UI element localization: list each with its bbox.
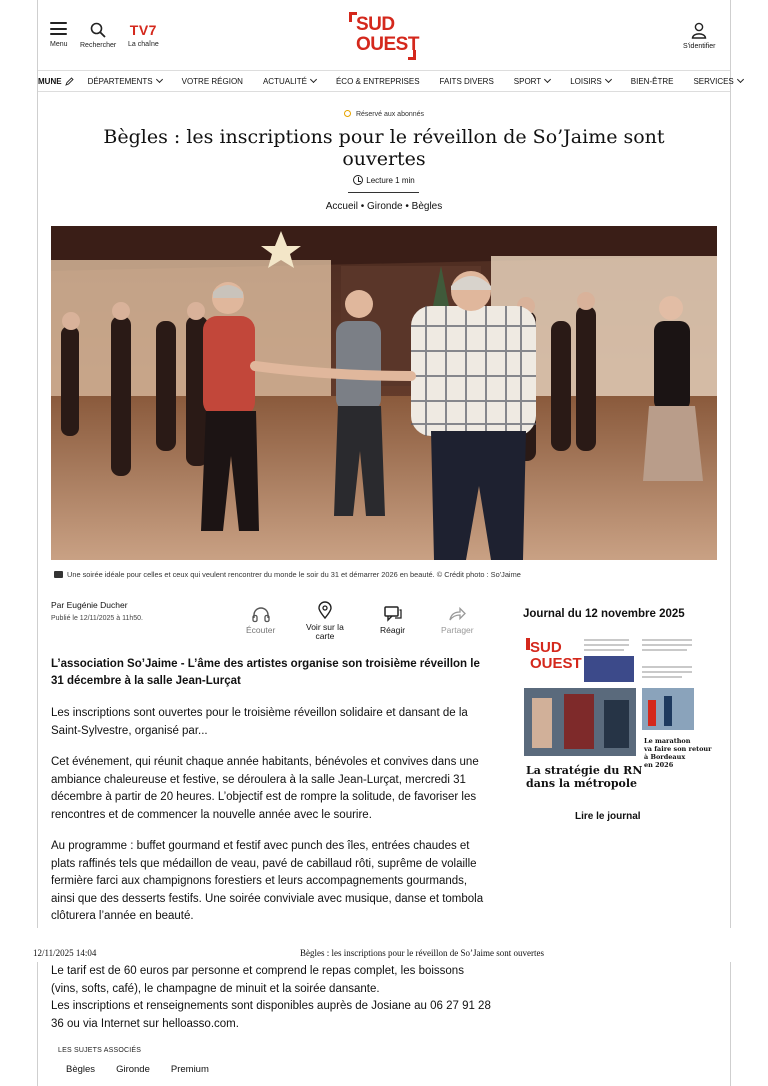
user-icon (691, 22, 707, 39)
article-lead: L’association So’Jaime - L’âme des artistes organise son troisième réveillon le 31 décembre à la salle Jean-Lurçat (51, 658, 480, 687)
tv7-logo: TV7 (129, 22, 157, 38)
cover-side-headline-4: en 2026 (644, 761, 674, 769)
reading-time (0, 175, 768, 185)
nav-item-label: ACTUALITÉ (262, 76, 307, 86)
nav-item-eco[interactable] (336, 77, 420, 86)
chevron-down-icon (156, 76, 163, 83)
cover-headline-2: dans la métropole (526, 777, 638, 790)
search-label: Rechercher (80, 42, 117, 49)
listen-button[interactable] (246, 606, 275, 635)
main-nav (38, 70, 734, 92)
print-page-title: Bègles : les inscriptions pour le réveillon de So’Jaime sont ouvertes (300, 948, 544, 958)
dance-hall-illustration (51, 226, 717, 560)
tv7-link[interactable] (128, 22, 159, 48)
article-paragraph: Cet événement, qui réunit chaque année habitants, bénévoles et convives dans une ambiance chaleureuse et festive, se déroulera à la salle Jean-Lurçat, mercredi 31 décembre à partir de 20 heures. L’objectif est de rompre la solitude, de favoriser les rencontres et de commencer la nouvelle année avec le sourire. (51, 756, 479, 821)
topic-tag[interactable]: Premium (170, 1064, 209, 1075)
nav-item-label: VOTRE RÉGION (181, 76, 243, 86)
article-paragraph: Les inscriptions et renseignements sont disponibles auprès de Josiane au 06 27 91 28 36 ou via Internet sur helloasso.com. (51, 1000, 491, 1030)
logo-line-2: OUEST (356, 34, 419, 55)
author: Par Eugénie Ducher (51, 600, 128, 610)
article-paragraph: Les inscriptions sont ouvertes pour le troisième réveillon solidaire et dansant de la Saint-Sylvestre, organisé par... (51, 707, 468, 737)
nav-item-label: SPORT (513, 76, 542, 86)
subscriber-badge (0, 110, 768, 118)
nav-item-label: LOISIRS (570, 76, 602, 86)
newspaper-cover-illustration (524, 636, 712, 790)
photo-caption (54, 570, 521, 579)
topic-tag[interactable]: Bègles (66, 1064, 96, 1075)
logo-bracket (408, 50, 416, 60)
article-photo[interactable] (51, 226, 717, 560)
print-datetime: 12/11/2025 14:04 (33, 948, 97, 958)
article-paragraph: Le tarif est de 60 euros par personne et comprend le repas complet, les boissons (vins, softs, café), le champagne de minuit et la soirée dansante. (51, 965, 464, 995)
chevron-down-icon (605, 76, 612, 83)
listen-label: Écouter (246, 625, 276, 635)
share-label: Partager (441, 625, 474, 635)
topic-tag[interactable]: Gironde (116, 1064, 150, 1075)
cover-headline-1: La stratégie du RN (526, 764, 643, 777)
share-button[interactable] (441, 606, 474, 635)
chevron-down-icon (544, 76, 551, 83)
camera-icon (54, 571, 63, 578)
sud-ouest-logo[interactable] (347, 12, 419, 64)
comment-icon (384, 606, 402, 622)
map-button[interactable] (306, 602, 344, 641)
read-journal-link[interactable]: Lire le journal (575, 811, 641, 822)
premium-icon (344, 110, 351, 117)
react-label: Réagir (380, 625, 406, 635)
react-button[interactable] (380, 606, 405, 635)
nav-item-sport[interactable] (514, 77, 550, 86)
menu-button[interactable] (50, 22, 68, 48)
cover-side-headline-3: à Bordeaux (644, 753, 686, 761)
breadcrumb[interactable]: Accueil • Gironde • Bègles (325, 201, 443, 212)
subscriber-badge-label: Réservé aux abonnés (355, 111, 425, 118)
journal-title: Journal du 12 novembre 2025 (523, 608, 685, 620)
page-border-left (37, 962, 38, 1086)
nav-item-une[interactable] (38, 77, 74, 86)
login-label: S'identifier (683, 43, 716, 50)
nav-item-label: BIEN-ÊTRE (630, 76, 674, 86)
photo-caption-text: Une soirée idéale pour celles et ceux qui veulent rencontrer du monde le soir du 31 et démarrer 2026 en beauté. © Crédit photo : So'Jaime (67, 570, 521, 579)
related-topics (66, 1064, 209, 1075)
logo-line-1: SUD (356, 14, 395, 35)
nav-item-loisirs[interactable] (570, 77, 611, 86)
nav-item-bien-etre[interactable] (631, 77, 674, 86)
login-button[interactable] (683, 22, 715, 50)
nav-item-votre-region[interactable] (182, 77, 243, 86)
headphones-icon (252, 606, 270, 622)
article-paragraph: Au programme : buffet gourmand et festif avec punch des îles, entrées chaudes et plats raffinés tels que médaillon de veau, pavé de cabillaud rôti, suprême de volaille fermière farci aux champignons forestiers et leurs accompagnements gourmands, ainsi que des desserts festifs. Une soirée conviviale avec musique, danse et tombola clôturera l’année en beauté. (51, 840, 484, 922)
search-icon (90, 22, 106, 38)
cover-logo-1: SUD (530, 639, 562, 656)
reading-time-underline (348, 192, 419, 193)
related-topics-label: LES SUJETS ASSOCIÉS (58, 1047, 142, 1054)
cover-side-headline-2: va faire son retour (644, 745, 712, 753)
map-label-line-1: Voir sur la (306, 622, 344, 632)
nav-item-departements[interactable] (88, 77, 162, 86)
page-border-left (37, 0, 38, 928)
article-title: Bègles : les inscriptions pour le réveillon de So’Jaime sont ouvertes (103, 126, 665, 170)
publish-date: Publié le 12/11/2025 à 11h50. (51, 615, 143, 622)
chevron-down-icon (737, 76, 744, 83)
nav-item-label: SERVICES (693, 76, 734, 86)
pencil-icon (65, 77, 74, 86)
hamburger-icon (50, 22, 67, 35)
share-icon (448, 606, 466, 622)
page-border-right (730, 962, 731, 1086)
nav-item-label: FAITS DIVERS (439, 76, 494, 86)
tv7-label: La chaîne (128, 41, 159, 48)
cover-logo-2: OUEST (530, 655, 582, 672)
menu-label: Menu (50, 41, 68, 48)
page-border-right (730, 0, 731, 928)
nav-item-label: DÉPARTEMENTS (87, 76, 153, 86)
map-label-line-2: carte (315, 631, 335, 641)
clock-icon (353, 175, 363, 185)
search-button[interactable] (80, 22, 116, 49)
nav-item-label: ÉCO & ENTREPRISES (335, 76, 420, 86)
chevron-down-icon (310, 76, 317, 83)
journal-cover[interactable] (524, 636, 712, 790)
map-pin-icon (318, 602, 332, 619)
cover-side-headline-1: Le marathon (644, 737, 691, 745)
nav-item-actualite[interactable] (263, 77, 316, 86)
nav-item-services[interactable] (693, 77, 742, 86)
nav-item-faits-divers[interactable] (440, 77, 494, 86)
nav-item-label: MUNE (38, 76, 62, 86)
reading-time-label: Lecture 1 min (366, 176, 415, 185)
